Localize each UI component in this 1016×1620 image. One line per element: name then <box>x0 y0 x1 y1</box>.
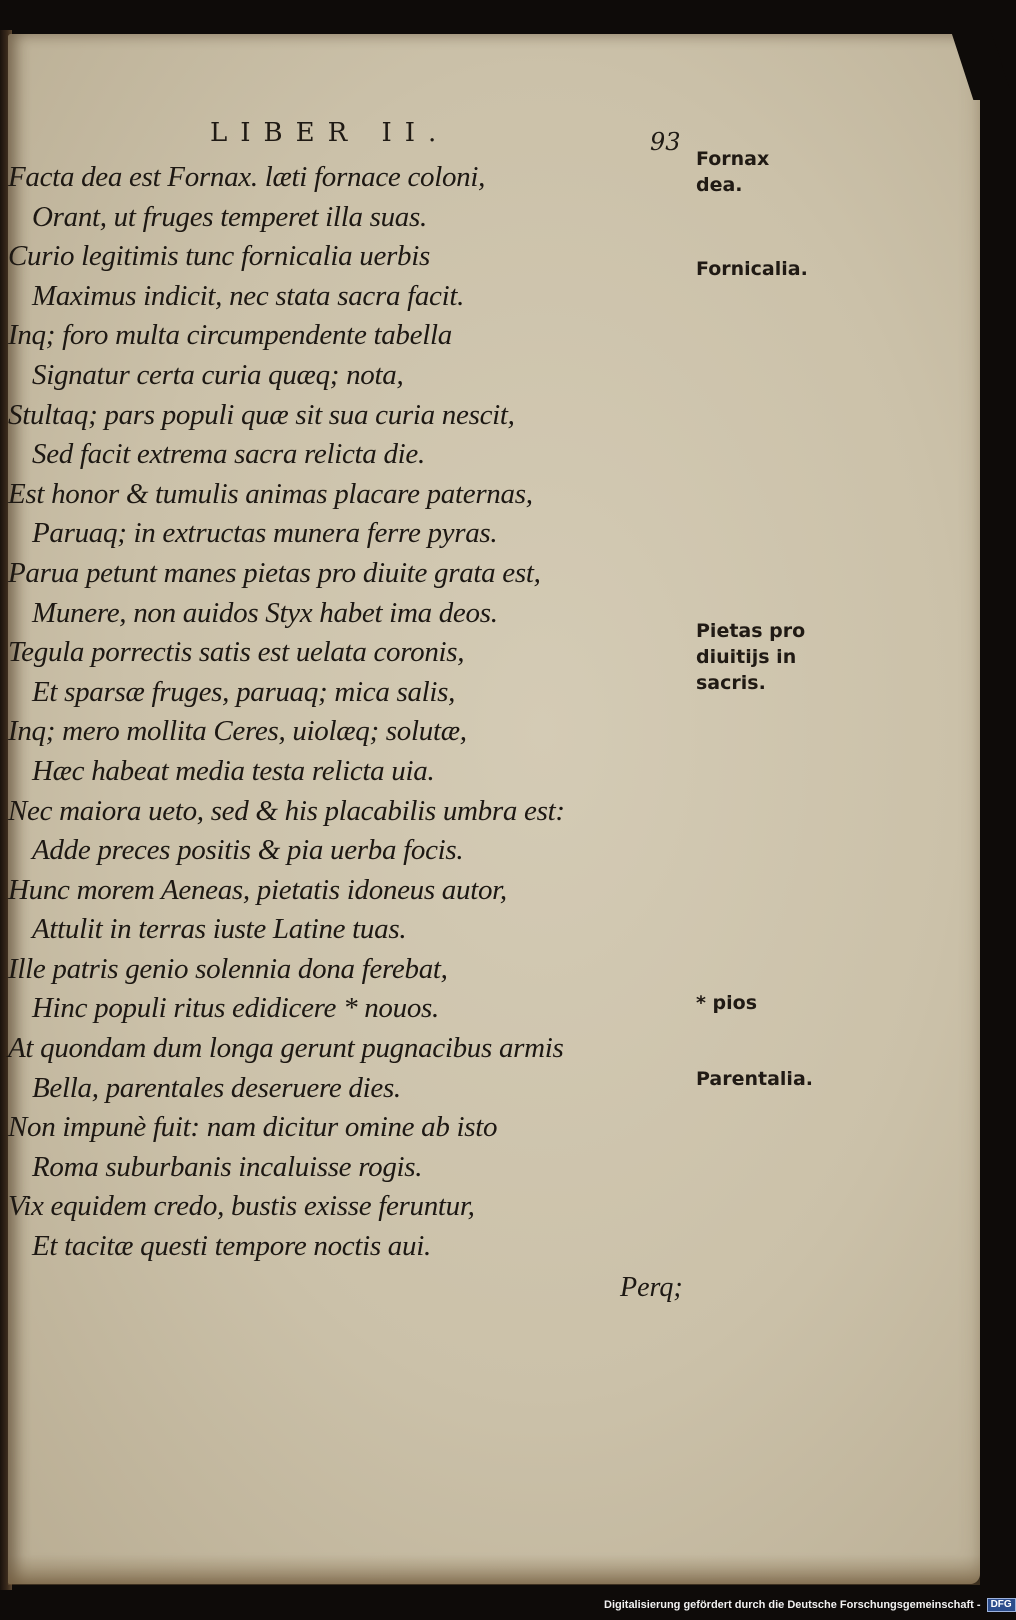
verse-line: Maximus indicit, nec stata sacra facit. <box>32 279 465 312</box>
verse-line: Roma suburbanis incaluisse rogis. <box>32 1150 423 1183</box>
verse-line: Est honor & tumulis animas placare paternas, <box>8 477 533 510</box>
verse-line: Hunc morem Aeneas, pietatis idoneus autor, <box>8 873 507 906</box>
verse-line: Paruaq; in extructas munera ferre pyras. <box>32 517 498 550</box>
verse-line: Tegula porrectis satis est uelata coronis, <box>8 636 465 669</box>
verse-line: Ille patris genio solennia dona ferebat, <box>8 952 448 985</box>
verse-line: Adde preces positis & pia uerba focis. <box>32 834 464 867</box>
verse-line: Et tacitæ questi tempore noctis aui. <box>32 1230 431 1263</box>
verse-line: Parua petunt manes pietas pro diuite grata est, <box>8 556 541 589</box>
verse-line: Stultaq; pars populi quæ sit sua curia nescit, <box>8 398 515 431</box>
verse-line: Curio legitimis tunc fornicalia uerbis <box>8 240 430 273</box>
verse-line: Inq; foro multa circumpendente tabella <box>8 319 452 352</box>
verse-line: Sed facit extrema sacra relicta die. <box>32 438 425 471</box>
folio-number: 93 <box>650 128 681 156</box>
verse-line: Non impunè fuit: nam dicitur omine ab isto <box>8 1111 498 1144</box>
paper-stain <box>8 1555 980 1585</box>
margin-note-fornax: Fornax dea. <box>696 148 770 196</box>
verse-line: Munere, non auidos Styx habet ima deos. <box>32 596 498 629</box>
verse-line: Et sparsæ fruges, paruaq; mica salis, <box>32 675 456 708</box>
verse-line: Bella, parentales deseruere dies. <box>32 1071 401 1104</box>
verse-line: Vix equidem credo, bustis exisse feruntur, <box>8 1190 475 1223</box>
catchword: Perq; <box>620 1272 683 1303</box>
verse-line: Hinc populi ritus edidicere * nouos. <box>32 992 439 1025</box>
margin-note-fornicalia: Fornicalia. <box>696 258 808 280</box>
verse-line: Attulit in terras iuste Latine tuas. <box>32 913 407 946</box>
digitization-credit <box>604 1598 1016 1612</box>
verse-line: At quondam dum longa gerunt pugnacibus armis <box>8 1032 564 1065</box>
verse-line: Hæc habeat media testa relicta uia. <box>32 754 435 787</box>
margin-note-pios: * pios <box>696 992 758 1014</box>
verse-line: Orant, ut fruges temperet illa suas. <box>32 200 427 233</box>
credit-text: Digitalisierung gefördert durch die Deutsche Forschungsgemeinschaft - <box>604 1598 981 1611</box>
dfg-logo: DFG <box>987 1598 1016 1612</box>
running-head: LIBER II. <box>210 118 450 148</box>
verse-line: Facta dea est Fornax. læti fornace coloni, <box>8 161 486 193</box>
margin-note-parentalia: Parentalia. <box>696 1068 813 1090</box>
verse-line: Inq; mero mollita Ceres, uiolæq; solutæ, <box>8 715 467 748</box>
verse-line: Nec maiora ueto, sed & his placabilis umbra est: <box>8 794 565 827</box>
verse-block <box>8 158 618 1267</box>
margin-note-pietas: Pietas pro diuitijs in sacris. <box>696 620 806 694</box>
verse-line: Signatur certa curia quæq; nota, <box>32 358 404 391</box>
